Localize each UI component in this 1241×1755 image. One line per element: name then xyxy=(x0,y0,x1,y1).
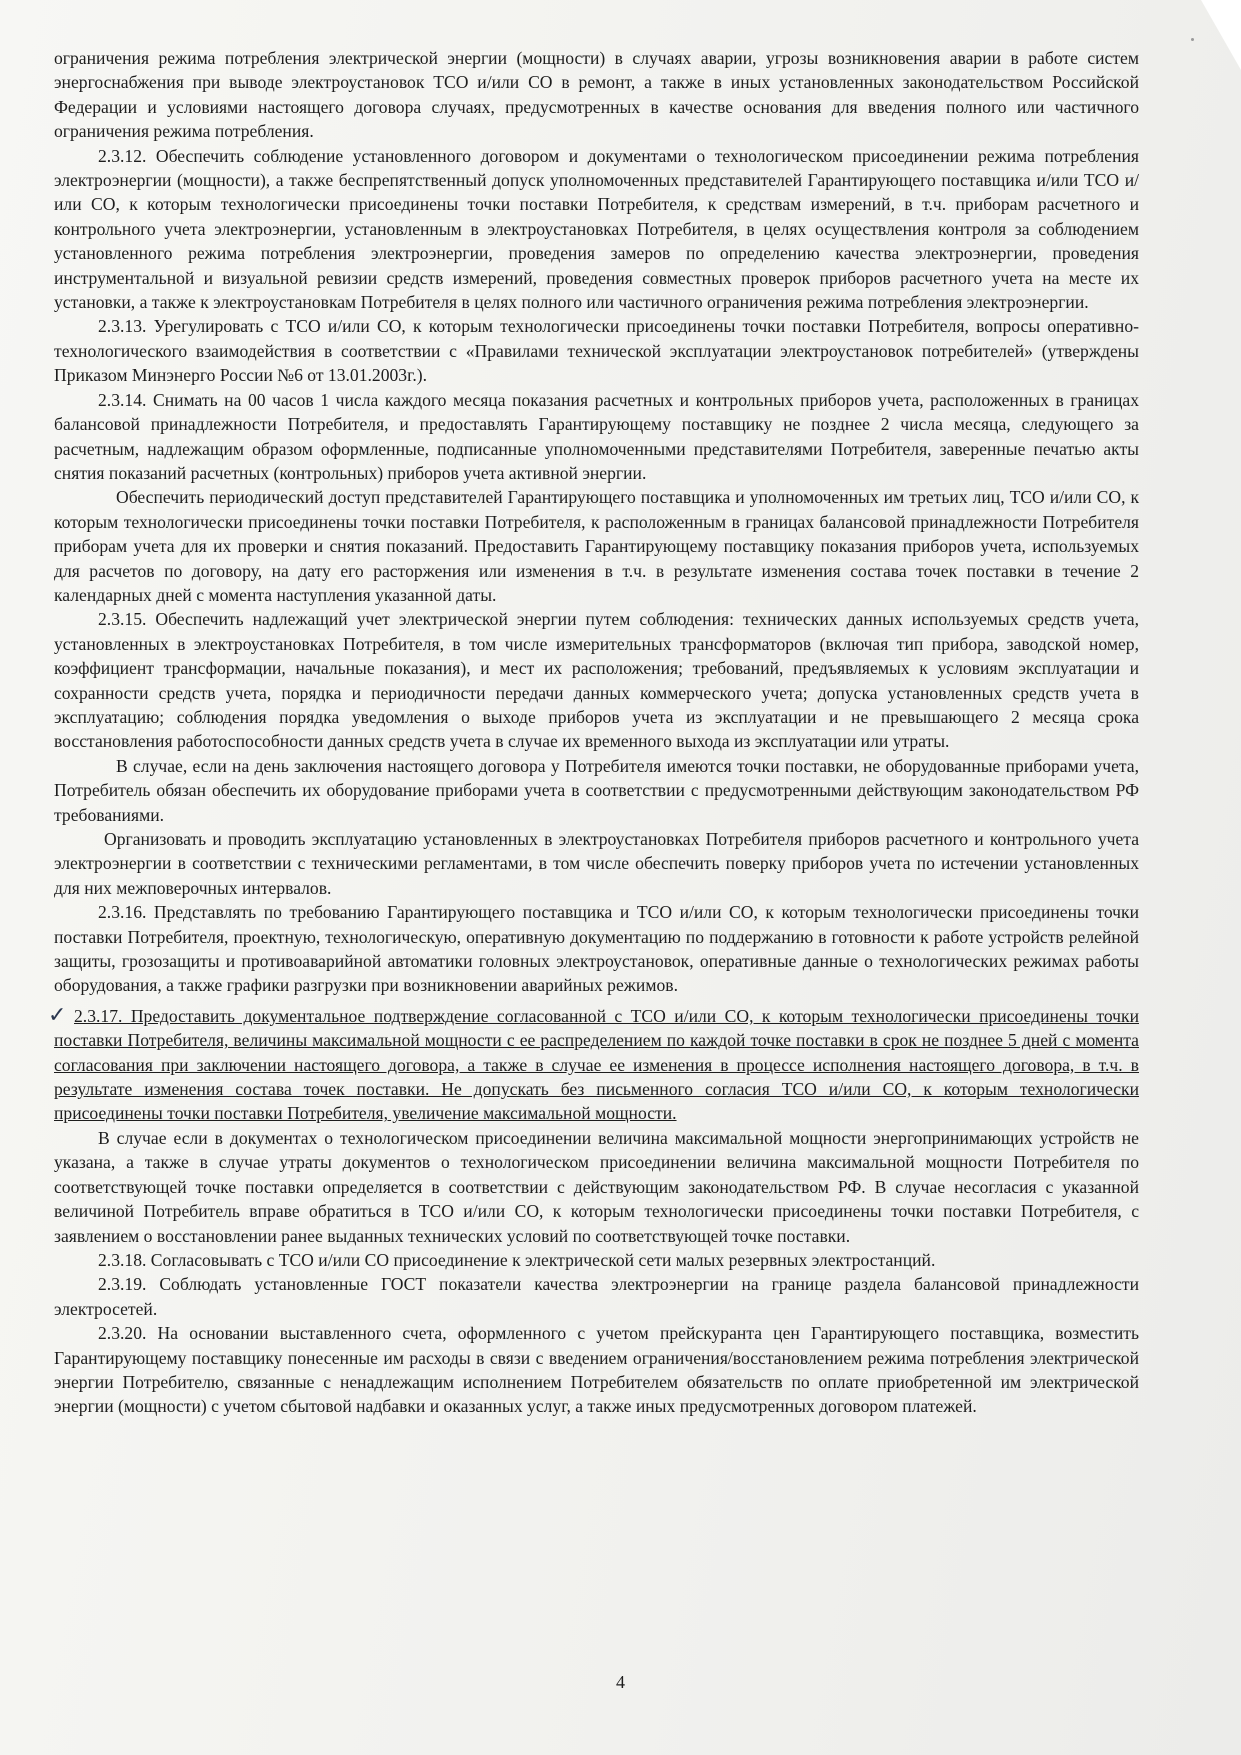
paragraph-access: Обеспечить периодический доступ представителей Гарантирующего поставщика и уполномоченных им третьих лиц, ТСО и/или СО, к которым технологически присоединены точки поставки Потребителя, к расположенным в границах балансовой принадлежности Потребителя приборам учета для их проверки и снятия показаний. Предоставить Гарантирующему поставщику показания приборов учета, используемых для расчетов по договору, на дату его расторжения или изменения в т.ч. в результате изменения состава точек поставки в течение 2 календарных дней с момента наступления указанной даты. xyxy=(54,487,1139,605)
paragraph-2-3-17-text: 2.3.17. Предоставить документальное подтверждение согласованной с ТСО и/или СО, к которым технологически присоединены точки поставки Потребителя, величины максимальной мощности с ее распределением по каждой точке поставки в срок не позднее 5 дней с момента согласования при заключении настоящего договора, а также в случае ее изменения в процессе исполнения настоящего договора, в т.ч. в результате изменения состава точек поставки. Не допускать без письменного согласия ТСО и/или СО, к которым технологически присоединены точки поставки Потребителя, увеличение максимальной мощности. xyxy=(54,1005,1139,1124)
page-number: 4 xyxy=(616,1672,625,1692)
paragraph-2-3-14: 2.3.14. Снимать на 00 часов 1 числа каждого месяца показания расчетных и контрольных приборов учета, расположенных в границах балансовой принадлежности Потребителя, и предоставлять Гарантирующему поставщику не позднее 2 числа месяца, следующего за расчетным, надлежащим образом оформленные, подписанные уполномоченными представителями Потребителя, заверенные печатью акты снятия показаний расчетных (контрольных) приборов учета активной энергии. xyxy=(54,389,1139,483)
paragraph-2-3-17 xyxy=(48,1002,1139,1126)
paragraph-max-power: В случае если в документах о технологическом присоединении величина максимальной мощности энергопринимающих устройств не указана, а также в случае утраты документов о технологическом присоединении величина максимальной мощности Потребителя по соответствующей точке поставки определяется в соответствии с действующим законодательством РФ. В случае несогласия с указанной величиной Потребитель вправе обратиться в ТСО и/или СО, к которым технологически присоединены точки поставки Потребителя, с заявлением о восстановлении ранее выданных технических условий по соответствующей точке поставки. xyxy=(54,1127,1139,1246)
page-corner xyxy=(1201,0,1241,70)
paragraph-continuation: ограничения режима потребления электрической энергии (мощности) в случаях аварии, угрозы возникновения аварии в работе систем энергоснабжения при выводе электроустановок ТСО и/или СО в ремонт, а также в иных установленных законодательством Российской Федерации и условиями настоящего договора случаях, предусмотренных в качестве основания для введения полного или частичного ограничения режима потребления. xyxy=(54,48,1139,142)
document-body xyxy=(48,46,1139,1419)
paragraph-2-3-12: 2.3.12. Обеспечить соблюдение установленного договором и документами о технологическом присоединении режима потребления электроэнергии (мощности), а также беспрепятственный допуск уполномоченных представителей Гарантирующего поставщика и/или ТСО и/или СО, к которым технологически присоединены точки поставки Потребителя, к средствам измерений, в т.ч. приборам расчетного и контрольного учета электроэнергии, установленным в электроустановках Потребителя, в целях осуществления контроля за соблюдением установленного режима потребления электроэнергии, проведения замеров по определению качества электроэнергии, проведения инструментальной и визуальной ревизии средств измерений, проведения совместных проверок приборов расчетного учета на месте их установки, а также к электроустановкам Потребителя в целях полного или частичного ограничения режима потребления электроэнергии. xyxy=(54,145,1139,313)
paragraph-organize: Организовать и проводить эксплуатацию установленных в электроустановках Потребителя приборов расчетного и контрольного учета электроэнергии в соответствии с техническими регламентами, в том числе обеспечить поверку приборов учета по истечении установленных для них межповерочных интервалов. xyxy=(54,829,1139,898)
paragraph-2-3-15: 2.3.15. Обеспечить надлежащий учет электрической энергии путем соблюдения: технических данных используемых средств учета, установленных в электроустановках Потребителя, в том числе измерительных трансформаторов (включая тип прибора, заводской номер, коэффициент трансформации, начальные показания), и мест их расположения; требований, предъявляемых к условиям эксплуатации и сохранности средств учета, порядка и периодичности передачи данных коммерческого учета; допуска установленных средств учета в эксплуатацию; соблюдения порядка уведомления о выходе приборов учета из эксплуатации и не превышающего 2 месяца срока восстановления работоспособности данных средств учета в случае их временного выхода из эксплуатации или утраты. xyxy=(54,609,1139,752)
paragraph-2-3-20: 2.3.20. На основании выставленного счета, оформленного с учетом прейскуранта цен Гарантирующего поставщика, возместить Гарантирующему поставщику понесенные им расходы в связи с введением ограничения/восстановлением режима потребления электрической энергии Потребителю, связанные с ненадлежащим исполнением Потребителем обязательств по оплате приобретенной им электрической энергии (мощности) с учетом сбытовой надбавки и оказанных услуг, а также иных предусмотренных договором платежей. xyxy=(54,1323,1139,1417)
paragraph-2-3-18: 2.3.18. Согласовывать с ТСО и/или СО присоединение к электрической сети малых резервных электростанций. xyxy=(98,1249,936,1270)
paragraph-2-3-13: 2.3.13. Урегулировать с ТСО и/или СО, к которым технологически присоединены точки поставки Потребителя, вопросы оперативно-технологического взаимодействия в соответствии с «Правилами технической эксплуатации электроустановок потребителей» (утверждены Приказом Минэнерго России №6 от 13.01.2003г.). xyxy=(54,316,1139,386)
paragraph-2-3-16: 2.3.16. Представлять по требованию Гарантирующего поставщика и ТСО и/или СО, к которым технологически присоединены точки поставки Потребителя, проектную, технологическую, оперативную документацию по поддержанию в готовности к работе устройств релейной защиты, грозозащиты и противоаварийной автоматики головных электроустановок, оперативные данные о технологических режимах работы оборудования, а также графики разгрузки при возникновении аварийных режимов. xyxy=(54,902,1139,996)
checkmark-icon: ✓ xyxy=(48,1002,67,1028)
paragraph-no-meters: В случае, если на день заключения настоящего договора у Потребителя имеются точки поставки, не оборудованные приборами учета, Потребитель обязан обеспечить их оборудование приборами учета в соответствии с предусмотренными действующим законодательством РФ требованиями. xyxy=(54,755,1139,825)
scan-speck xyxy=(1191,38,1194,41)
paragraph-2-3-19: 2.3.19. Соблюдать установленные ГОСТ показатели качества электроэнергии на границе раздела балансовой принадлежности электросетей. xyxy=(54,1274,1139,1319)
